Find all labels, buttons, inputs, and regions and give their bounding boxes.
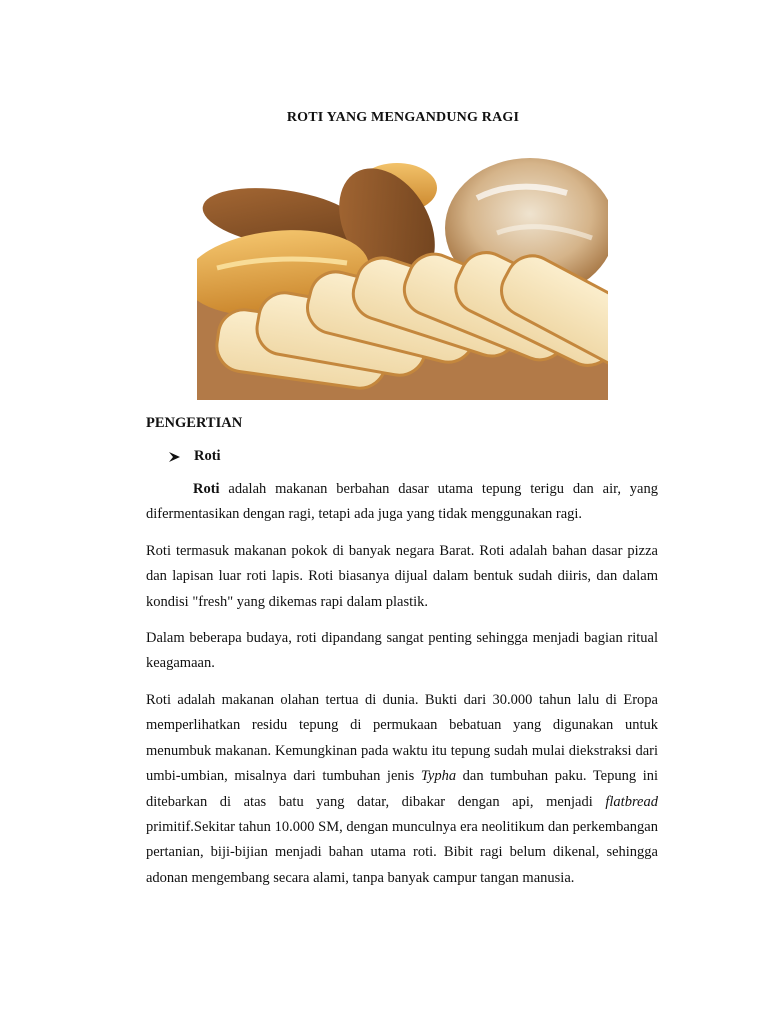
paragraph-culture: Dalam beberapa budaya, roti dipandang sangat penting sehingga menjadi bagian ritual keagamaan. bbox=[146, 630, 658, 672]
paragraph-text: adalah makanan berbahan dasar utama tepung terigu dan air, yang difermentasikan dengan ragi, tetapi ada juga yang tidak menggunakan ragi. bbox=[146, 481, 658, 523]
paragraph-text: Roti adalah makanan olahan tertua di dunia. Bukti dari 30.000 tahun lalu di Eropa memperlihatkan residu tepung di permukaan bebatuan yang digunakan untuk menumbuk makanan. Kemungkinan pada waktu itu tepung sudah mulai diekstraksi dari umbi-umbian, misalnya dari tumbuhan jenis bbox=[146, 692, 658, 785]
bread-photo bbox=[197, 158, 608, 400]
paragraph-text: dan tumbuhan paku. Tepung ini ditebarkan di atas batu yang datar, dibakar dengan api, menjadi bbox=[146, 768, 658, 810]
paragraph-staple-food: Roti termasuk makanan pokok di banyak negara Barat. Roti adalah bahan dasar pizza dan lapisan luar roti lapis. Roti biasanya dijual dalam bentuk sudah diiris, dan dalam kondisi "fresh" yang dikemas rapi dalam plastik. bbox=[146, 543, 658, 610]
arrowhead-bullet-icon bbox=[168, 450, 182, 464]
document-title: ROTI YANG MENGANDUNG RAGI bbox=[286, 110, 520, 125]
bold-term: Roti bbox=[193, 481, 220, 497]
paragraph-definition bbox=[146, 477, 658, 528]
paragraph-text: primitif.Sekitar tahun 10.000 SM, dengan munculnya era neolitikum dan perkembangan pertanian, biji-bijian menjadi bahan utama roti. Bibit ragi belum dikenal, sehingga adonan mengembang secara alami, tanpa banyak campur tangan manusia. bbox=[146, 819, 658, 886]
italic-term: Typha bbox=[420, 768, 457, 785]
bullet-item bbox=[168, 448, 221, 465]
italic-term: flatbread bbox=[605, 793, 658, 810]
bullet-label: Roti bbox=[194, 448, 221, 464]
bread-illustration bbox=[197, 158, 608, 400]
section-heading: PENGERTIAN bbox=[146, 415, 243, 431]
paragraph-history bbox=[146, 688, 658, 891]
